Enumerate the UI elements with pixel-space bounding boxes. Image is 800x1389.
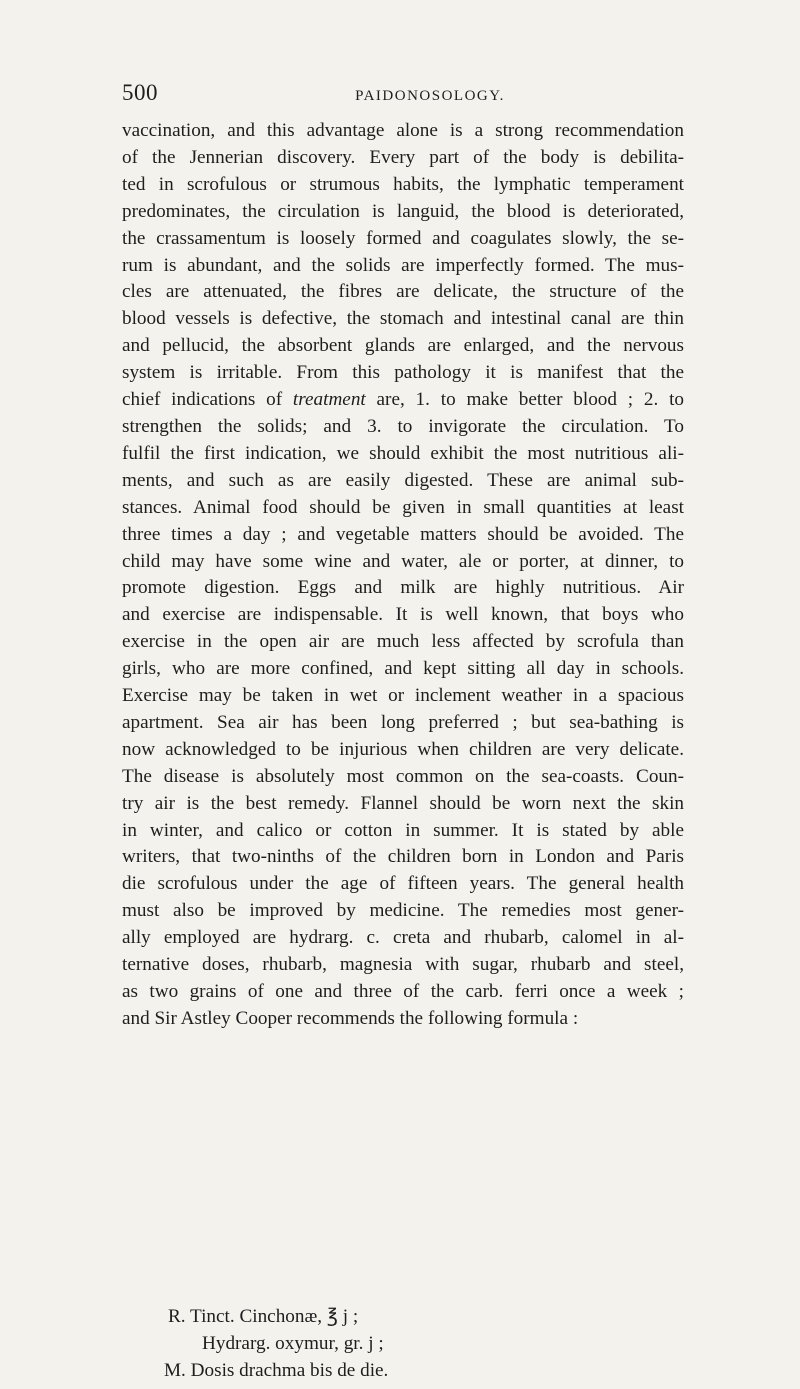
text-line: child may have some wine and water, ale or porter, at dinner, to [122, 550, 684, 572]
text-line: exercise in the open air are much less affected by scrofula than [122, 631, 684, 653]
text-line: system is irritable. From this pathology it is manifest that the [122, 362, 684, 384]
text-line: blood vessels is defective, the stomach and intestinal canal are thin [122, 308, 684, 330]
text-line: strengthen the solids; and 3. to invigorate the circulation. To [122, 415, 684, 437]
text-line: and exercise are indispensable. It is well known, that boys who [122, 604, 684, 626]
text-line: as two grains of one and three of the carb. ferri once a week ; [122, 981, 684, 1002]
text-line: predominates, the circulation is languid, the blood is deteriorated, [122, 200, 684, 222]
text-line: and Sir Astley Cooper recommends the following formula : [122, 1007, 579, 1029]
text-segment: are, 1. to make better blood ; 2. to [365, 389, 685, 411]
text-line: must also be improved by medicine. The remedies most gener- [122, 900, 684, 922]
text-line: Exercise may be taken in wet or inclement weather in a spacious [122, 685, 684, 707]
text-line: rum is abundant, and the solids are imperfectly formed. The mus- [122, 254, 684, 276]
formula-line-dosis: M. Dosis drachma bis de die. [164, 1360, 389, 1381]
text-line: stances. Animal food should be given in small quantities at least [122, 496, 684, 518]
prescription-formula [164, 1303, 389, 1384]
text-line-with-emphasis [122, 387, 684, 414]
text-line: of the Jennerian discovery. Every part of the body is debilita- [122, 146, 684, 168]
text-line: promote digestion. Eggs and milk are highly nutritious. Air [122, 577, 684, 599]
formula-line-tincture: R. Tinct. Cinchonæ, ℥ j ; [168, 1306, 359, 1327]
text-line: now acknowledged to be injurious when children are very delicate. [122, 738, 684, 760]
text-line: try air is the best remedy. Flannel should be worn next the skin [122, 792, 684, 814]
text-line: ments, and such as are easily digested. These are animal sub- [122, 469, 684, 491]
text-segment: chief indications of [122, 389, 293, 411]
text-line: die scrofulous under the age of fifteen years. The general health [122, 873, 684, 895]
page-number: 500 [122, 80, 158, 105]
text-line: in winter, and calico or cotton in summer. It is stated by able [122, 819, 684, 841]
text-line: cles are attenuated, the fibres are delicate, the structure of the [122, 281, 684, 303]
text-line: ally employed are hydrarg. c. creta and rhubarb, calomel in al- [122, 927, 684, 949]
body-paragraph [122, 118, 684, 1033]
text-line: ted in scrofulous or strumous habits, the lymphatic temperament [122, 173, 684, 195]
text-line: fulfil the first indication, we should exhibit the most nutritious ali- [122, 442, 684, 464]
text-line: The disease is absolutely most common on the sea-coasts. Coun- [122, 765, 684, 787]
text-line: girls, who are more confined, and kept sitting all day in schools. [122, 658, 684, 680]
emphasis-treatment: treatment [292, 389, 366, 411]
text-line: apartment. Sea air has been long preferred ; but sea-bathing is [122, 711, 684, 733]
text-line: ternative doses, rhubarb, magnesia with sugar, rhubarb and steel, [122, 954, 684, 976]
formula-line-hydrarg: Hydrarg. oxymur, gr. j ; [202, 1333, 384, 1354]
text-line: writers, that two-ninths of the children born in London and Paris [122, 846, 684, 868]
running-title: PAIDONOSOLOGY. [355, 88, 505, 104]
text-line: the crassamentum is loosely formed and coagulates slowly, the se- [122, 227, 684, 249]
text-line: vaccination, and this advantage alone is a strong recommendation [122, 120, 684, 141]
text-line: and pellucid, the absorbent glands are enlarged, and the nervous [122, 335, 684, 357]
text-line: three times a day ; and vegetable matters should be avoided. The [122, 523, 684, 545]
